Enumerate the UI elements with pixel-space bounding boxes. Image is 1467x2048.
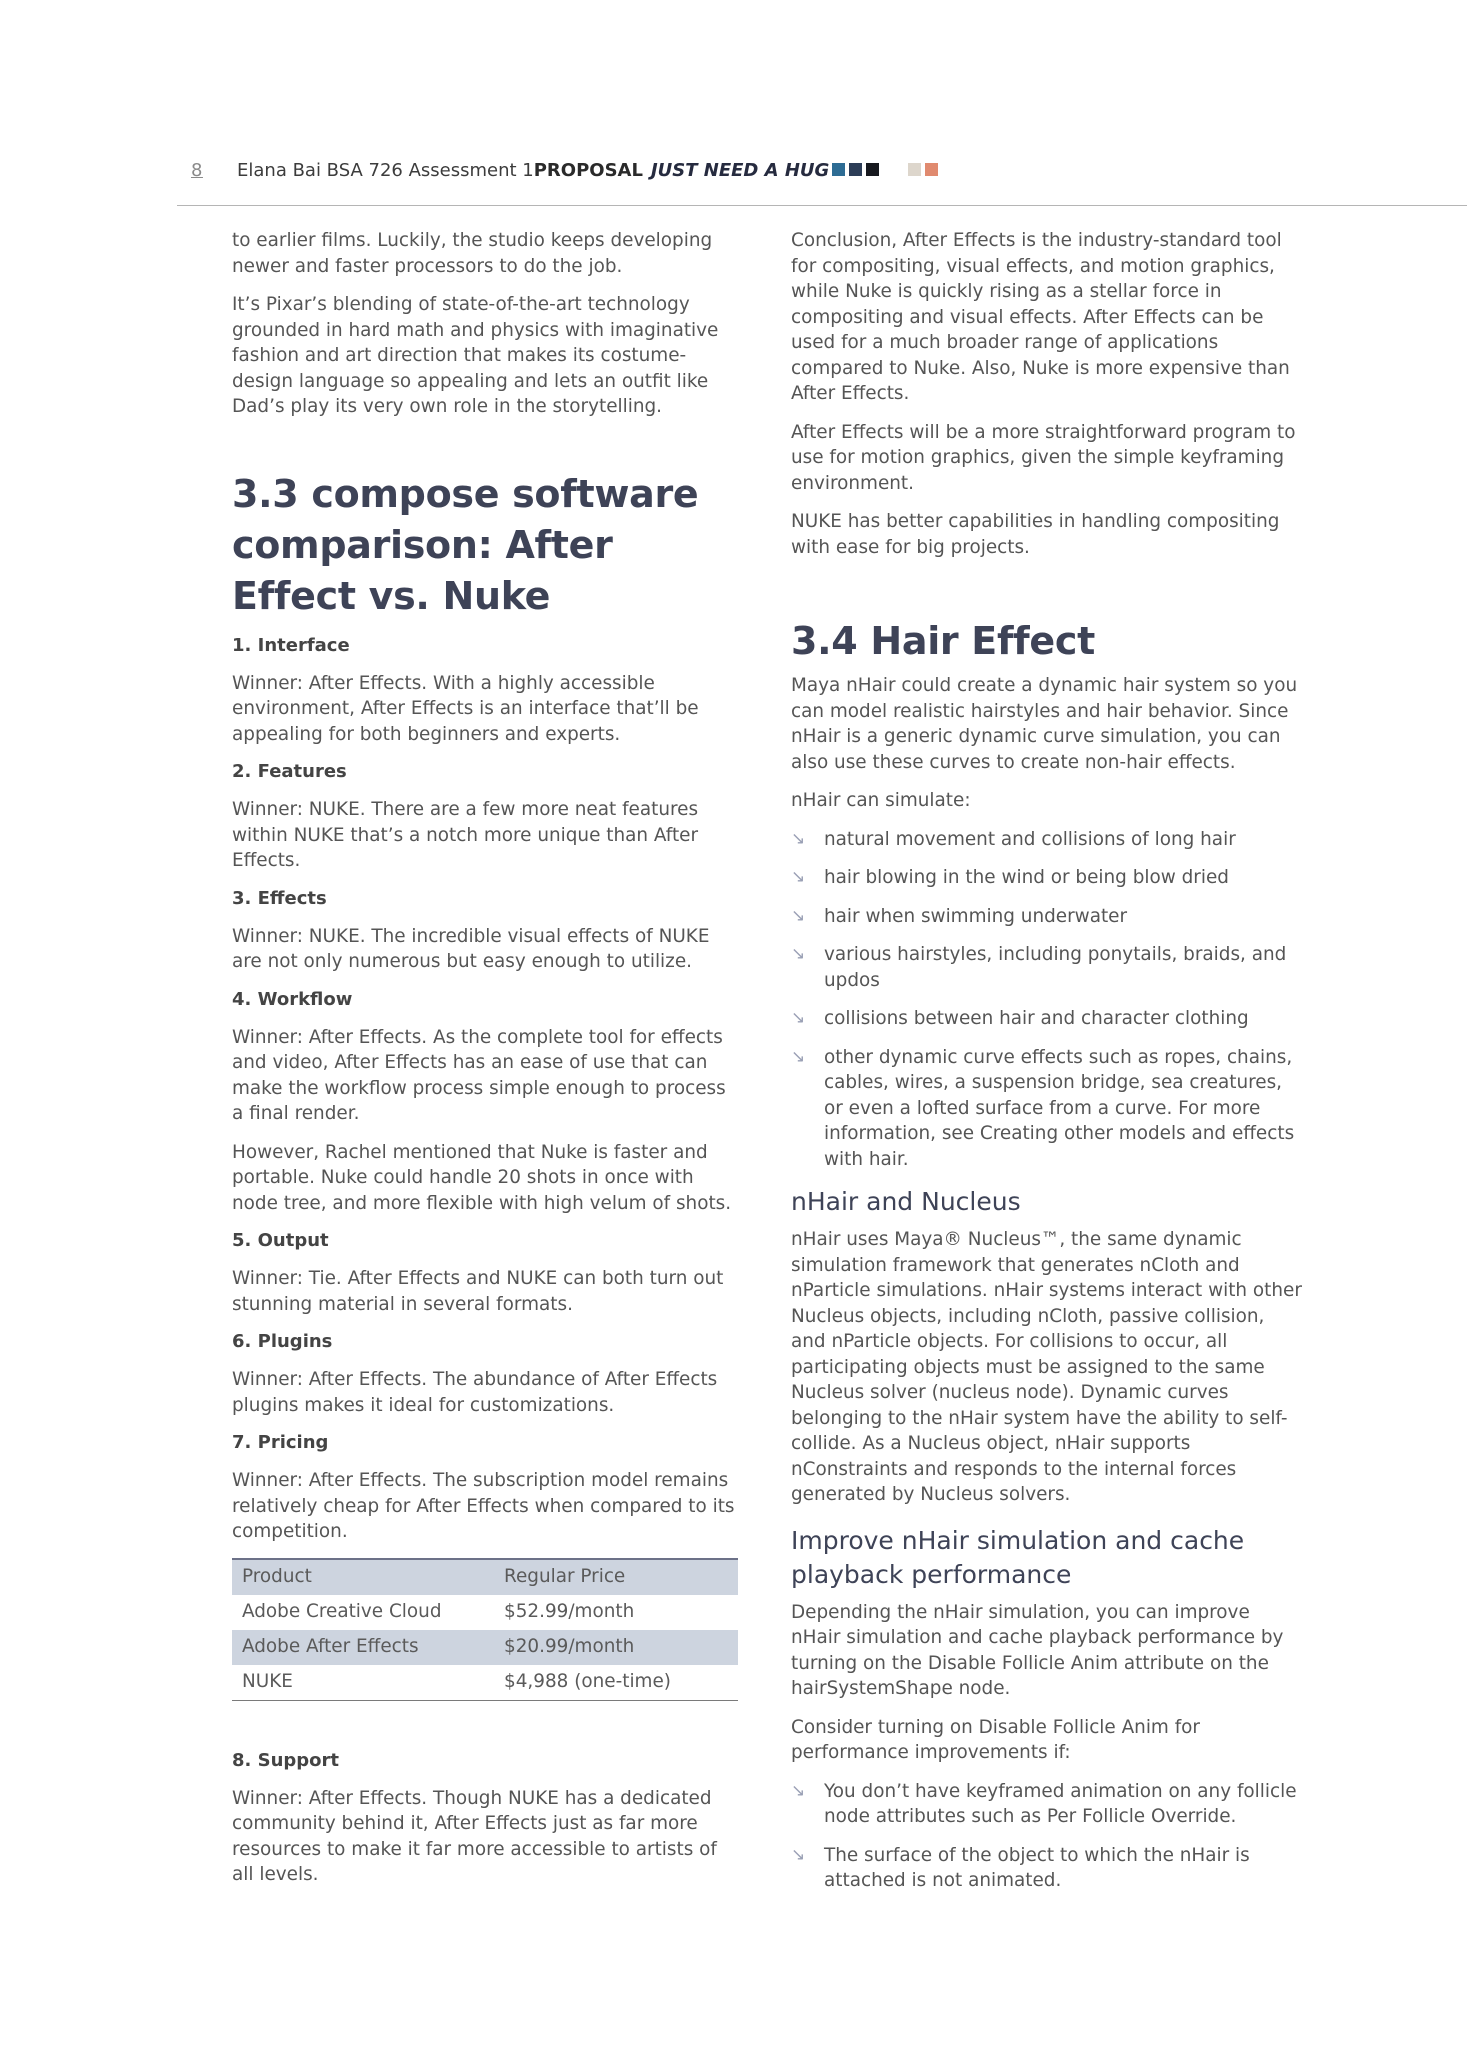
item-title: 7. Pricing xyxy=(232,1432,329,1453)
right-column xyxy=(791,228,1303,1907)
consider-text: Consider turning on Disable Follicle Anim for performance improvements if: xyxy=(791,1716,1200,1763)
subheading-improve: Improve nHair simulation and cache playback performance xyxy=(791,1525,1245,1589)
table-cell: $20.99/month xyxy=(494,1630,738,1665)
intro-paragraph: to earlier films. Luckily, the studio keeps developing newer and faster processors to do the job. xyxy=(232,230,713,277)
list-item: ↘ You don’t have keyframed animation on any follicle node attributes such as Per Follicle Override. xyxy=(791,1780,1297,1827)
list-item: ↘ collisions between hair and character clothing xyxy=(791,1006,1303,1032)
item-text: Winner: After Effects. As the complete tool for effects and video, After Effects has an ease of use that can make the workflow process simple enough to process a final render. xyxy=(232,1026,726,1124)
table-cell: NUKE xyxy=(232,1665,494,1701)
item-text: Winner: After Effects. Though NUKE has a dedicated community behind it, After Effects just as far more resources to make it far more accessible to artists of all levels. xyxy=(232,1787,717,1885)
list-item: ↘ other dynamic curve effects such as ropes, chains, cables, wires, a suspension bridge, sea creatures, or even a lofted surface from a curve. For more information, see Creating other models and effects with hair. xyxy=(791,1046,1295,1170)
intro-paragraph: It’s Pixar’s blending of state-of-the-art technology grounded in hard math and physics with imaginative fashion and art direction that makes its costume-design language so appealing and lets an outfit like Dad’s play its very own role in the storytelling. xyxy=(232,294,719,417)
left-column xyxy=(232,228,742,1901)
conclusion-paragraph: NUKE has better capabilities in handling compositing with ease for big projects. xyxy=(791,511,1280,558)
table-header-row xyxy=(232,1559,738,1595)
item-text: Winner: NUKE. There are a few more neat features within NUKE that’s a notch more unique than After Effects. xyxy=(232,799,699,871)
project-name: JUST NEED A HUG xyxy=(650,160,830,181)
arrow-icon: ↘ xyxy=(791,1780,806,1801)
table-header-cell: Regular Price xyxy=(494,1559,738,1595)
list-item: ↘ natural movement and collisions of long hair xyxy=(791,827,1303,853)
item-title: 8. Support xyxy=(232,1749,340,1771)
item-title: 4. Workflow xyxy=(232,988,353,1010)
item-title: 3. Effects xyxy=(232,887,327,909)
item-text: Winner: After Effects. The subscription model remains relatively cheap for After Effects when compared to its competition. xyxy=(232,1470,735,1542)
list-item: ↘ hair blowing in the wind or being blow dried xyxy=(791,865,1303,891)
header-divider xyxy=(177,205,1467,206)
arrow-icon: ↘ xyxy=(791,1008,806,1028)
pricing-table xyxy=(232,1558,738,1701)
arrow-icon: ↘ xyxy=(791,828,806,849)
page-number: 8 xyxy=(191,160,203,181)
swatch-5 xyxy=(925,163,938,176)
arrow-icon: ↘ xyxy=(791,1844,806,1865)
simulate-list xyxy=(791,827,1303,1173)
hair-intro: Maya nHair could create a dynamic hair system so you can model realistic hairstyles and hair behavior. Since nHair is a generic dynamic curve simulation, you can also use these curves to create non-hair effects. xyxy=(791,675,1298,773)
header-title xyxy=(237,160,829,181)
swatch-4 xyxy=(908,163,921,176)
conclusion-paragraph: Conclusion, After Effects is the industry-standard tool for compositing, visual effects, and motion graphics, while Nuke is quickly rising as a stellar force in compositing and visual effects. After Effects can be used for a much broader range of applications compared to Nuke. Also, Nuke is more expensive than After Effects. xyxy=(791,230,1290,404)
table-cell: Adobe After Effects xyxy=(232,1630,494,1665)
conclusion-paragraph: After Effects will be a more straightforward program to use for motion graphics, given the simple keyframing environment. xyxy=(791,421,1296,494)
item-title: 5. Output xyxy=(232,1230,329,1251)
section-heading-3-3: 3.3 compose software comparison: After Effect vs. Nuke xyxy=(232,471,699,618)
item-text: Winner: Tie. After Effects and NUKE can both turn out stunning material in several formats. xyxy=(232,1268,724,1315)
arrow-icon: ↘ xyxy=(791,905,806,926)
page-header xyxy=(0,0,1467,207)
performance-list xyxy=(791,1779,1303,1894)
item-title: 1. Interface xyxy=(232,634,350,656)
can-simulate-label: nHair can simulate: xyxy=(791,790,971,811)
table-cell: Adobe Creative Cloud xyxy=(242,1601,442,1623)
item-title: 2. Features xyxy=(232,761,347,782)
arrow-icon: ↘ xyxy=(791,1046,806,1067)
item-text: Winner: After Effects. The abundance of After Effects plugins makes it ideal for customizations. xyxy=(232,1369,718,1416)
swatch-1 xyxy=(832,163,845,176)
improve-text: Depending the nHair simulation, you can improve nHair simulation and cache playback performance by turning on the Disable Follicle Anim attribute on the hairSystemShape node. xyxy=(791,1601,1284,1699)
table-row xyxy=(232,1630,738,1665)
swatch-2 xyxy=(849,163,862,176)
list-item: ↘ hair when swimming underwater xyxy=(791,904,1303,930)
item-title: 6. Plugins xyxy=(232,1331,333,1352)
arrow-icon: ↘ xyxy=(791,867,806,887)
table-header-cell: Product xyxy=(232,1559,494,1595)
item-text-extra: However, Rachel mentioned that Nuke is faster and portable. Nuke could handle 20 shots in once with node tree, and more flexible with high velum of shots. xyxy=(232,1141,732,1214)
table-cell: $4,988 (one-time) xyxy=(494,1665,738,1701)
table-row xyxy=(232,1665,738,1701)
swatch-3 xyxy=(866,163,879,176)
list-item: ↘ various hairstyles, including ponytails, braids, and updos xyxy=(791,944,1287,991)
table-row xyxy=(232,1595,738,1630)
list-item: ↘ The surface of the object to which the nHair is attached is not animated. xyxy=(791,1844,1250,1891)
subheading-nucleus: nHair and Nucleus xyxy=(791,1187,1021,1216)
section-label: PROPOSAL xyxy=(533,160,643,181)
table-cell: $52.99/month xyxy=(504,1601,635,1623)
doc-title: Elana Bai BSA 726 Assessment 1 xyxy=(237,160,534,181)
arrow-icon: ↘ xyxy=(791,944,806,964)
item-text: Winner: NUKE. The incredible visual effects of NUKE are not only numerous but easy enough to utilize. xyxy=(232,925,710,972)
section-heading-3-4: 3.4 Hair Effect xyxy=(791,619,1095,663)
item-text: Winner: After Effects. With a highly accessible environment, After Effects is an interface that’ll be appealing for both beginners and experts. xyxy=(232,672,699,745)
nucleus-text: nHair uses Maya® Nucleus™, the same dynamic simulation framework that generates nCloth and nParticle simulations. nHair systems interact with other Nucleus objects, including nCloth, passive collision, and nParticle objects. For collisions to occur, all participating objects must be assigned to the same Nucleus solver (nucleus node). Dynamic curves belonging to the nHair system have the ability to self-collide. As a Nucleus object, nHair supports nConstraints and responds to the internal forces generated by Nucleus solvers. xyxy=(791,1229,1302,1505)
